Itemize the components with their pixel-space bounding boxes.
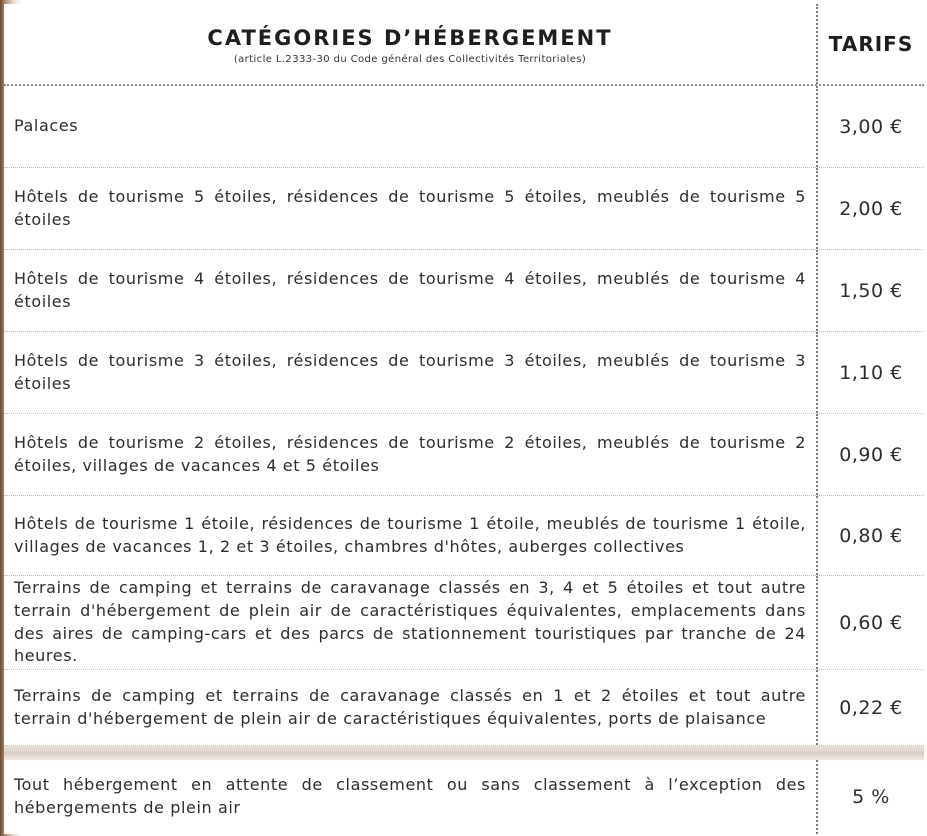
category-text: Hôtels de tourisme 1 étoile, résidences de tourisme 1 étoile, meublés de tourisme 1 étoile, villages de vacances 1, 2 et 3 étoiles, chambres d'hôtes, auberges collectives (14, 513, 806, 556)
category-cell (4, 760, 816, 834)
table-row (4, 86, 924, 168)
price-cell: 5 % (816, 760, 924, 834)
category-cell (4, 414, 816, 495)
table-row (4, 250, 924, 332)
category-text: Tout hébergement en attente de classement ou sans classement à l’exception des hébergements de plein air (14, 775, 806, 817)
price-cell: 2,00 € (816, 168, 924, 249)
row-separator-band (4, 746, 924, 760)
price-cell: 0,22 € (816, 670, 924, 745)
category-text: Hôtels de tourisme 3 étoiles, résidences de tourisme 3 étoiles, meublés de tourisme 3 étoiles (14, 350, 806, 393)
header-categories-cell (4, 4, 816, 84)
table-row (4, 576, 924, 670)
table-row (4, 414, 924, 496)
category-text: Palaces (14, 116, 79, 136)
price-cell: 0,60 € (816, 576, 924, 669)
category-text: Hôtels de tourisme 2 étoiles, résidences de tourisme 2 étoiles, meublés de tourisme 2 étoiles, villages de vacances 4 et 5 étoiles (14, 432, 806, 475)
category-text: Hôtels de tourisme 5 étoiles, résidences de tourisme 5 étoiles, meublés de tourisme 5 étoiles (14, 186, 806, 229)
category-text: Terrains de camping et terrains de caravanage classés en 1 et 2 étoiles et tout autre terrain d'hébergement de plein air de caractéristiques équivalentes, ports de plaisance (14, 685, 806, 728)
table-row (4, 332, 924, 414)
header-title: CATÉGORIES D’HÉBERGEMENT (207, 26, 613, 50)
header-tarifs: TARIFS (816, 4, 924, 84)
table-row (4, 168, 924, 250)
price-cell: 1,10 € (816, 332, 924, 413)
category-cell (4, 168, 816, 249)
table-row (4, 760, 924, 834)
header-subtitle: (article L.2333-30 du Code général des Collectivités Territoriales) (233, 54, 587, 65)
table-row (4, 496, 924, 576)
category-cell (4, 670, 816, 745)
price-cell: 0,90 € (816, 414, 924, 495)
category-text: Hôtels de tourisme 4 étoiles, résidences de tourisme 4 étoiles, meublés de tourisme 4 étoiles (14, 268, 806, 311)
category-cell (4, 576, 816, 669)
category-cell (4, 496, 816, 575)
price-cell: 1,50 € (816, 250, 924, 331)
category-cell (4, 332, 816, 413)
category-cell (4, 86, 816, 167)
tarifs-table (4, 4, 924, 834)
category-text: Terrains de camping et terrains de caravanage classés en 3, 4 et 5 étoiles et tout autre terrain d'hébergement de plein air de caractéristiques équivalentes, emplacements dans des aires de camping-cars et des parcs de stationnement touristiques par tranche de 24 heures. (14, 578, 806, 666)
table-row (4, 670, 924, 746)
table-header (4, 4, 924, 86)
price-cell: 3,00 € (816, 86, 924, 167)
price-cell: 0,80 € (816, 496, 924, 575)
category-cell (4, 250, 816, 331)
